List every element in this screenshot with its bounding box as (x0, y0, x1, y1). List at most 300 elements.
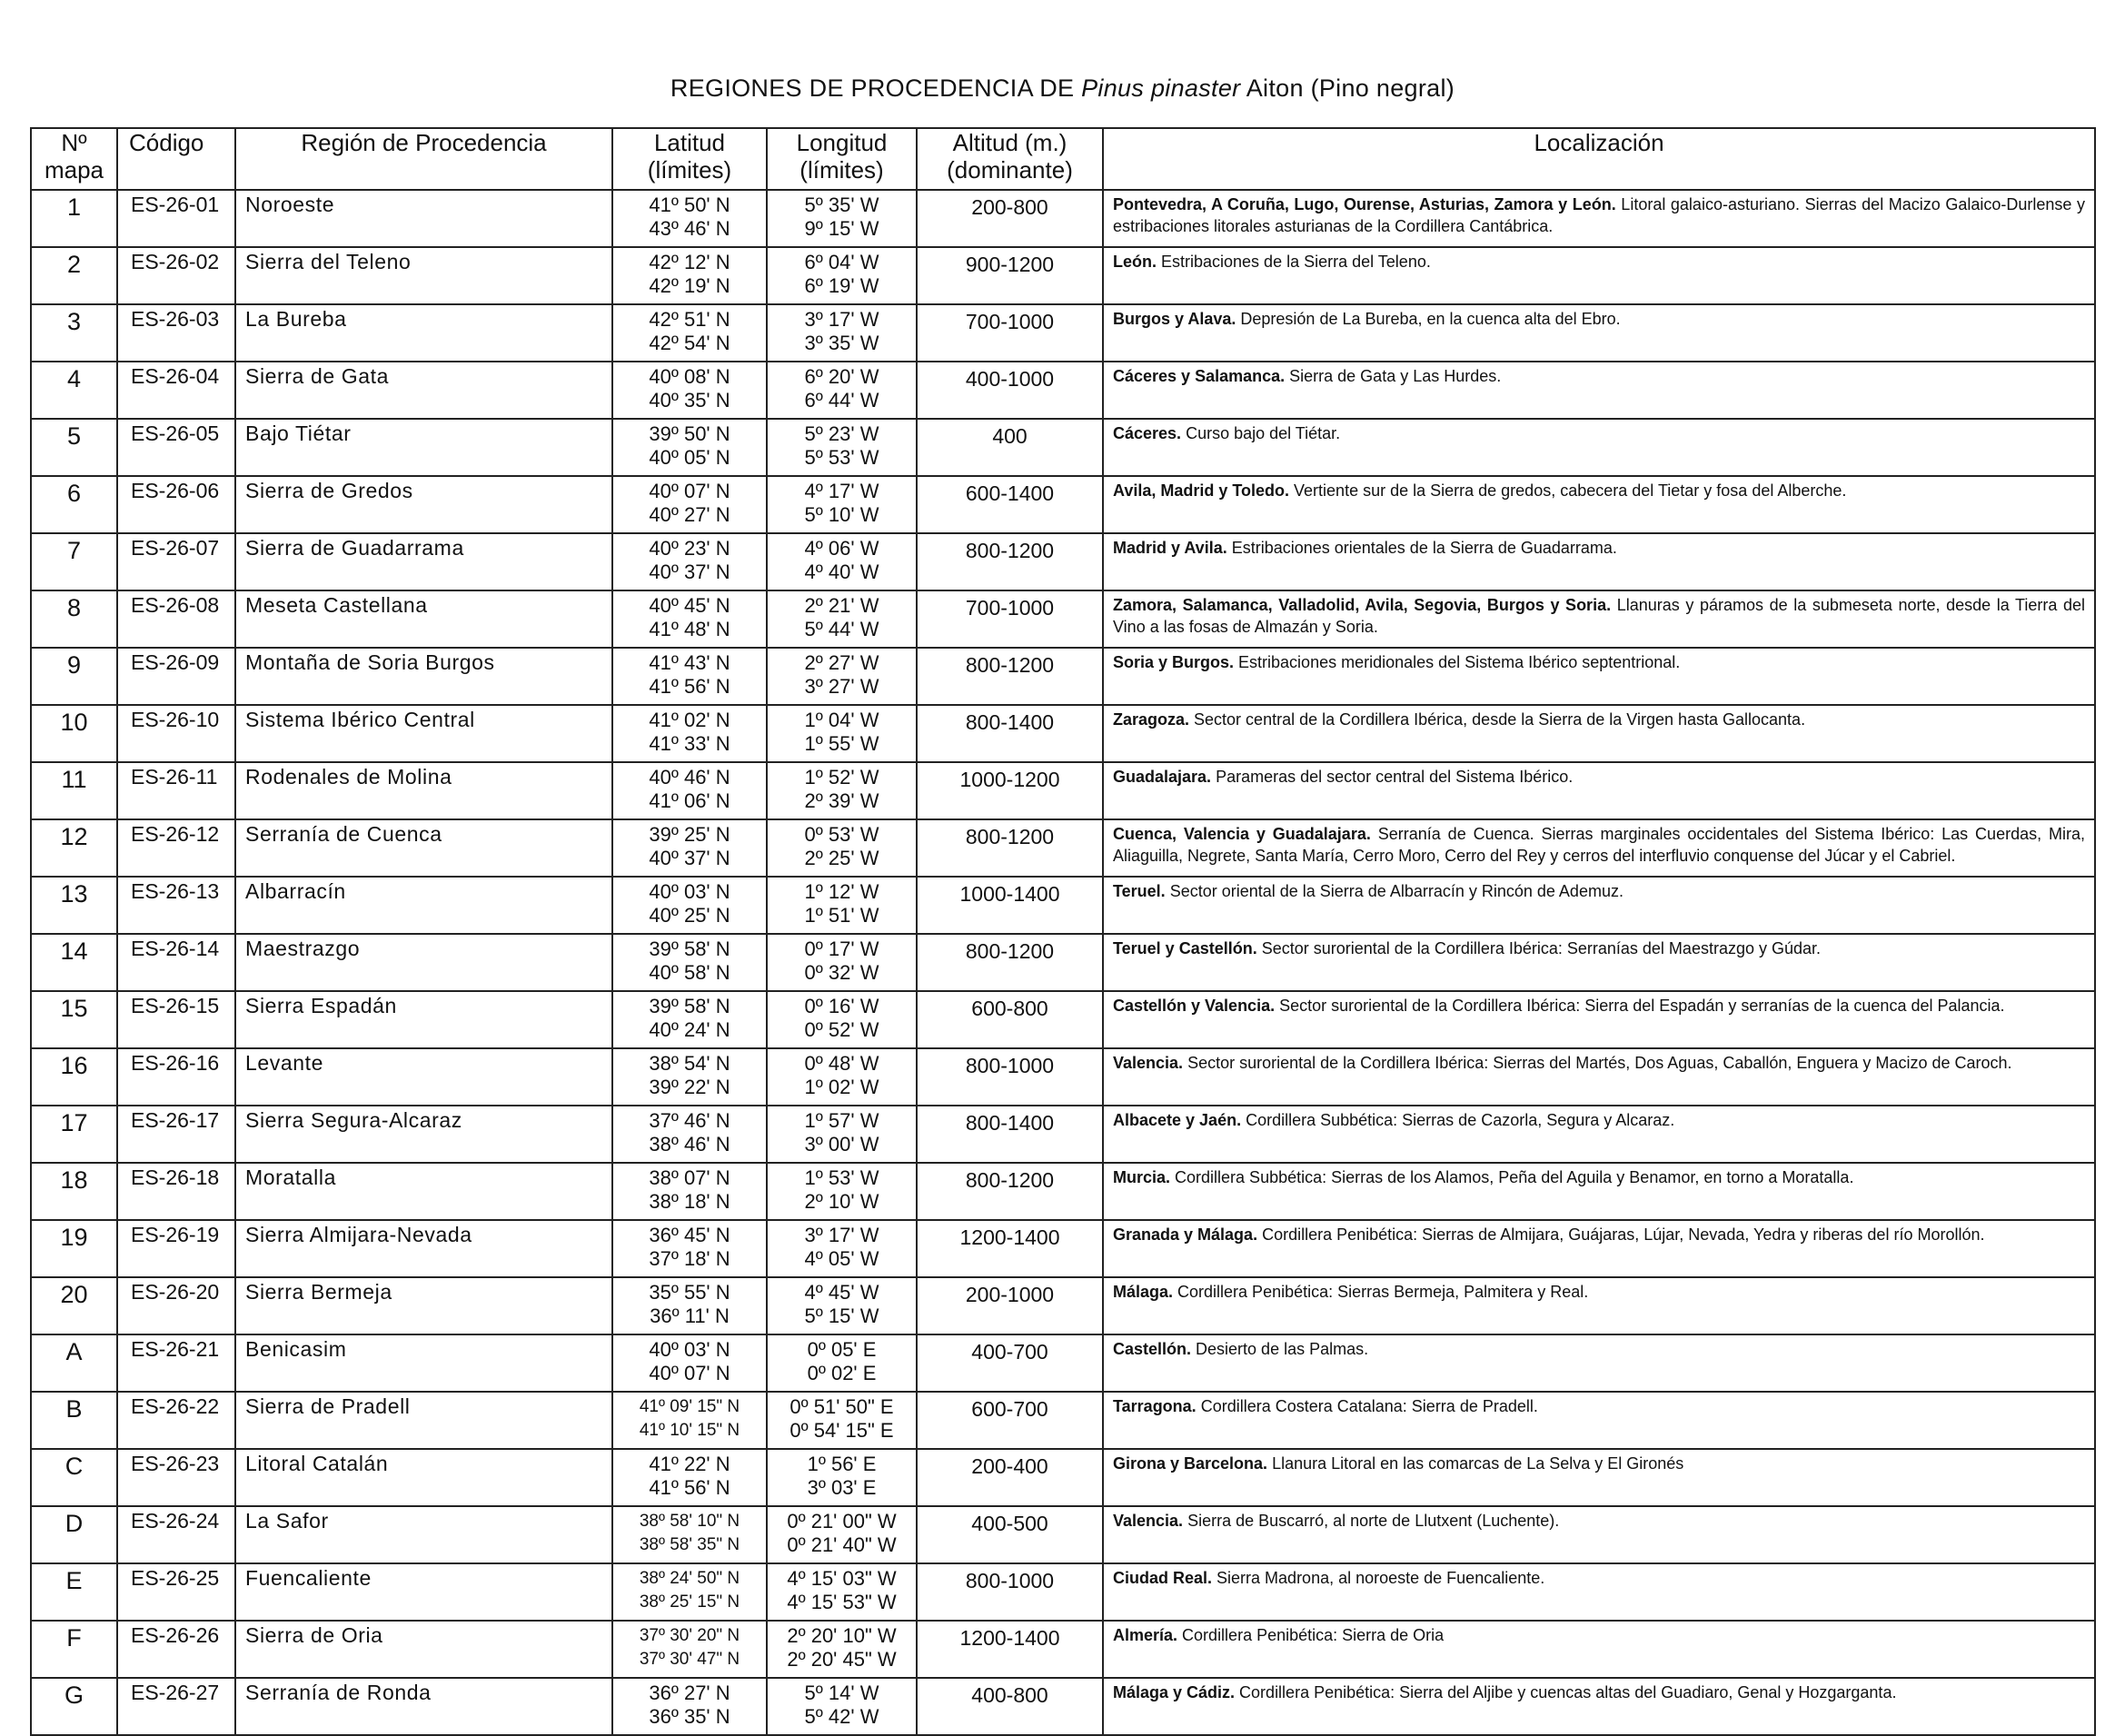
cell-altitude: 400-800 (917, 1678, 1103, 1735)
loc-provinces: Valencia. (1113, 1512, 1184, 1530)
cell-latitude (612, 1506, 767, 1563)
cell-region: Serranía de Ronda (235, 1678, 612, 1735)
lat-max: 41º 56' N (649, 675, 730, 698)
cell-location (1103, 991, 2095, 1048)
loc-provinces: Avila, Madrid y Toledo. (1113, 481, 1290, 500)
lon-min: 6º 04' W (804, 251, 879, 273)
cell-altitude: 600-1400 (917, 476, 1103, 533)
loc-description: Sierra de Buscarró, al norte de Llutxent (Luchente). (1183, 1512, 1560, 1530)
table-row (31, 991, 2095, 1048)
lon-max: 1º 51' W (804, 904, 879, 927)
cell-altitude: 600-700 (917, 1392, 1103, 1449)
header-region: Región de Procedencia (235, 128, 612, 190)
lat-min: 40º 46' N (649, 766, 730, 789)
cell-code: ES-26-17 (117, 1106, 235, 1163)
cell-altitude: 800-1000 (917, 1563, 1103, 1621)
cell-latitude (612, 304, 767, 362)
loc-provinces: Ciudad Real. (1113, 1569, 1213, 1587)
cell-location (1103, 533, 2095, 590)
lat-max: 40º 37' N (649, 847, 730, 869)
cell-num: 14 (31, 934, 117, 991)
loc-provinces: Guadalajara. (1113, 768, 1212, 786)
cell-num: 1 (31, 190, 117, 247)
cell-code: ES-26-22 (117, 1392, 235, 1449)
cell-num: D (31, 1506, 117, 1563)
cell-code: ES-26-12 (117, 819, 235, 877)
cell-code: ES-26-09 (117, 648, 235, 705)
cell-altitude: 800-1000 (917, 1048, 1103, 1106)
cell-longitude (767, 1334, 917, 1392)
cell-altitude: 200-400 (917, 1449, 1103, 1506)
lon-min: 0º 53' W (804, 823, 879, 846)
cell-altitude: 400-1000 (917, 362, 1103, 419)
lon-min: 1º 57' W (804, 1109, 879, 1132)
lat-max: 38º 18' N (649, 1190, 730, 1213)
loc-provinces: Murcia. (1113, 1168, 1171, 1186)
loc-provinces: Soria y Burgos. (1113, 653, 1235, 671)
cell-latitude (612, 1048, 767, 1106)
cell-latitude (612, 705, 767, 762)
cell-code: ES-26-08 (117, 590, 235, 648)
lon-max: 4º 15' 53" W (787, 1591, 897, 1613)
table-row (31, 419, 2095, 476)
lon-max: 0º 52' W (804, 1018, 879, 1041)
cell-code: ES-26-23 (117, 1449, 235, 1506)
cell-region: Sierra de Oria (235, 1621, 612, 1678)
cell-longitude (767, 476, 917, 533)
cell-latitude (612, 1106, 767, 1163)
cell-region: Sierra Espadán (235, 991, 612, 1048)
cell-code: ES-26-15 (117, 991, 235, 1048)
lat-max: 37º 18' N (649, 1247, 730, 1270)
cell-num: 19 (31, 1220, 117, 1277)
cell-latitude (612, 419, 767, 476)
cell-altitude: 800-1400 (917, 1106, 1103, 1163)
lat-max: 40º 37' N (649, 560, 730, 583)
cell-code: ES-26-02 (117, 247, 235, 304)
cell-code: ES-26-03 (117, 304, 235, 362)
header-num: Nº mapa (31, 128, 117, 190)
cell-region: Sierra Segura-Alcaraz (235, 1106, 612, 1163)
cell-location (1103, 1506, 2095, 1563)
cell-latitude (612, 934, 767, 991)
cell-latitude (612, 991, 767, 1048)
cell-longitude (767, 648, 917, 705)
cell-code: ES-26-21 (117, 1334, 235, 1392)
lon-max: 6º 19' W (804, 274, 879, 297)
header-lon: Longitud (límites) (767, 128, 917, 190)
cell-longitude (767, 762, 917, 819)
cell-altitude: 200-1000 (917, 1277, 1103, 1334)
title-prefix: REGIONES DE PROCEDENCIA DE (670, 74, 1082, 102)
loc-description: Parameras del sector central del Sistema Ibérico. (1211, 768, 1574, 786)
cell-latitude (612, 247, 767, 304)
cell-latitude (612, 1220, 767, 1277)
cell-location (1103, 1449, 2095, 1506)
cell-location (1103, 1163, 2095, 1220)
loc-description: Cordillera Penibética: Sierras de Almijara, Guájaras, Lújar, Nevada, Yedra y riberas del río Morollón. (1257, 1225, 1985, 1244)
cell-num: 9 (31, 648, 117, 705)
cell-region: Sierra de Gata (235, 362, 612, 419)
cell-location (1103, 1621, 2095, 1678)
lon-max: 2º 39' W (804, 789, 879, 812)
cell-altitude: 400 (917, 419, 1103, 476)
cell-code: ES-26-13 (117, 877, 235, 934)
loc-provinces: Burgos y Alava. (1113, 310, 1236, 328)
lon-min: 0º 48' W (804, 1052, 879, 1075)
loc-description: Estribaciones de la Sierra del Teleno. (1157, 253, 1431, 271)
loc-provinces: Granada y Málaga. (1113, 1225, 1258, 1244)
lat-min: 40º 07' N (649, 480, 730, 502)
cell-region: Sierra de Gredos (235, 476, 612, 533)
lat-min: 39º 58' N (649, 937, 730, 960)
cell-region: La Bureba (235, 304, 612, 362)
cell-altitude: 800-1200 (917, 648, 1103, 705)
cell-longitude (767, 877, 917, 934)
cell-longitude (767, 533, 917, 590)
lon-min: 0º 51' 50" E (789, 1395, 894, 1418)
lon-max: 0º 32' W (804, 961, 879, 984)
cell-location (1103, 304, 2095, 362)
lon-min: 4º 06' W (804, 537, 879, 560)
lat-max: 40º 05' N (649, 446, 730, 469)
cell-num: 8 (31, 590, 117, 648)
cell-num: 4 (31, 362, 117, 419)
loc-description: Serranía de Cuenca. Sierras marginales occidentales del Sistema Ibérico: Las Cuerdas, Mira, Aliaguilla, Negrete, Santa María, Cerro Moro, Cerro del Rey y cerros del interfluvio conquense del Júcar y el Cabriel. (1113, 825, 2085, 865)
cell-num: 10 (31, 705, 117, 762)
lat-max: 40º 25' N (649, 904, 730, 927)
loc-provinces: Albacete y Jaén. (1113, 1111, 1242, 1129)
lat-min: 37º 30' 20" N (639, 1626, 740, 1645)
lat-max: 38º 25' 15" N (639, 1592, 740, 1612)
lat-max: 41º 33' N (649, 732, 730, 755)
lat-max: 41º 10' 15" N (639, 1421, 740, 1440)
cell-region: Fuencaliente (235, 1563, 612, 1621)
cell-num: 18 (31, 1163, 117, 1220)
lat-min: 40º 08' N (649, 365, 730, 388)
cell-num: 20 (31, 1277, 117, 1334)
cell-latitude (612, 1563, 767, 1621)
table-row (31, 1334, 2095, 1392)
loc-description: Litoral galaico-asturiano. Sierras del Macizo Galaico-Durlense y estribaciones litorales asturianas de la Cordillera Cantábrica. (1113, 195, 2086, 235)
cell-num: 7 (31, 533, 117, 590)
lon-max: 6º 44' W (804, 389, 879, 412)
cell-region: Montaña de Soria Burgos (235, 648, 612, 705)
cell-longitude (767, 1621, 917, 1678)
loc-description: Cordillera Subbética: Sierras de Cazorla, Segura y Alcaraz. (1241, 1111, 1675, 1129)
lon-max: 3º 00' W (804, 1133, 879, 1156)
cell-longitude (767, 1048, 917, 1106)
lat-max: 43º 46' N (649, 217, 730, 240)
cell-region: Litoral Catalán (235, 1449, 612, 1506)
cell-num: C (31, 1449, 117, 1506)
lat-max: 36º 35' N (649, 1705, 730, 1728)
cell-location (1103, 934, 2095, 991)
cell-latitude (612, 1621, 767, 1678)
loc-provinces: Málaga. (1113, 1283, 1174, 1301)
cell-region: La Safor (235, 1506, 612, 1563)
table-row (31, 1277, 2095, 1334)
lat-min: 39º 25' N (649, 823, 730, 846)
lat-min: 40º 03' N (649, 1338, 730, 1361)
regions-table (30, 127, 2096, 1736)
cell-code: ES-26-07 (117, 533, 235, 590)
lon-min: 4º 17' W (804, 480, 879, 502)
lat-min: 36º 45' N (649, 1224, 730, 1246)
loc-description: Sector central de la Cordillera Ibérica, desde la Sierra de la Virgen hasta Gallocanta. (1189, 710, 1806, 729)
lon-max: 4º 40' W (804, 560, 879, 583)
cell-location (1103, 419, 2095, 476)
lat-max: 41º 48' N (649, 618, 730, 640)
lon-min: 5º 23' W (804, 422, 879, 445)
lon-max: 0º 02' E (807, 1362, 877, 1384)
cell-num: A (31, 1334, 117, 1392)
cell-latitude (612, 1277, 767, 1334)
cell-num: 16 (31, 1048, 117, 1106)
cell-region: Sistema Ibérico Central (235, 705, 612, 762)
lon-max: 5º 10' W (804, 503, 879, 526)
cell-location (1103, 1277, 2095, 1334)
cell-altitude: 800-1200 (917, 1163, 1103, 1220)
cell-longitude (767, 1678, 917, 1735)
lon-min: 2º 21' W (804, 594, 879, 617)
cell-location (1103, 877, 2095, 934)
cell-altitude: 800-1200 (917, 934, 1103, 991)
cell-location (1103, 1048, 2095, 1106)
page-title (0, 74, 2125, 103)
loc-description: Estribaciones meridionales del Sistema Ibérico septentrional. (1234, 653, 1681, 671)
lat-min: 38º 58' 10" N (639, 1512, 740, 1531)
cell-location (1103, 590, 2095, 648)
loc-provinces: Castellón. (1113, 1340, 1192, 1358)
cell-longitude (767, 419, 917, 476)
cell-latitude (612, 648, 767, 705)
table-row (31, 1621, 2095, 1678)
cell-longitude (767, 1220, 917, 1277)
lon-max: 5º 53' W (804, 446, 879, 469)
lat-max: 38º 46' N (649, 1133, 730, 1156)
header-loc: Localización (1103, 128, 2095, 190)
lon-min: 2º 20' 10" W (787, 1624, 897, 1647)
lat-max: 36º 11' N (650, 1304, 730, 1327)
cell-region: Serranía de Cuenca (235, 819, 612, 877)
lon-min: 1º 56' E (807, 1453, 877, 1475)
lat-max: 42º 19' N (649, 274, 730, 297)
loc-provinces: Valencia. (1113, 1054, 1184, 1072)
cell-latitude (612, 1163, 767, 1220)
cell-code: ES-26-24 (117, 1506, 235, 1563)
cell-location (1103, 362, 2095, 419)
table-row (31, 1506, 2095, 1563)
cell-longitude (767, 362, 917, 419)
cell-latitude (612, 362, 767, 419)
loc-description: Cordillera Penibética: Sierra del Aljibe y cuencas altas del Guadiaro, Genal y Hozgarganta. (1235, 1683, 1897, 1701)
loc-provinces: Teruel y Castellón. (1113, 939, 1257, 957)
loc-description: Vertiente sur de la Sierra de gredos, cabecera del Tietar y fosa del Alberche. (1289, 481, 1847, 500)
cell-region: Sierra de Pradell (235, 1392, 612, 1449)
lat-max: 37º 30' 47" N (639, 1650, 740, 1669)
cell-location (1103, 1106, 2095, 1163)
cell-altitude: 800-1400 (917, 705, 1103, 762)
lon-min: 3º 17' W (804, 1224, 879, 1246)
lon-max: 5º 44' W (804, 618, 879, 640)
cell-longitude (767, 1277, 917, 1334)
cell-longitude (767, 247, 917, 304)
cell-longitude (767, 1392, 917, 1449)
lon-min: 6º 20' W (804, 365, 879, 388)
lon-max: 9º 15' W (804, 217, 879, 240)
lat-min: 37º 46' N (649, 1109, 730, 1132)
cell-num: 13 (31, 877, 117, 934)
lat-min: 41º 22' N (649, 1453, 730, 1475)
cell-num: 6 (31, 476, 117, 533)
cell-location (1103, 1678, 2095, 1735)
cell-altitude: 1200-1400 (917, 1621, 1103, 1678)
loc-description: Sector suroriental de la Cordillera Ibérica: Sierra del Espadán y serranías de la cuenca del Palancia. (1275, 997, 2005, 1015)
cell-location (1103, 1220, 2095, 1277)
cell-latitude (612, 533, 767, 590)
loc-provinces: Zaragoza. (1113, 710, 1190, 729)
cell-location (1103, 1563, 2095, 1621)
cell-latitude (612, 1449, 767, 1506)
cell-region: Sierra del Teleno (235, 247, 612, 304)
table-body (31, 190, 2095, 1735)
cell-code: ES-26-04 (117, 362, 235, 419)
table-row (31, 304, 2095, 362)
lat-max: 42º 54' N (649, 332, 730, 354)
lat-min: 41º 43' N (649, 651, 730, 674)
cell-longitude (767, 190, 917, 247)
table-row (31, 247, 2095, 304)
lon-max: 3º 35' W (804, 332, 879, 354)
cell-latitude (612, 762, 767, 819)
lon-min: 0º 21' 00" W (787, 1510, 897, 1533)
table-row (31, 1163, 2095, 1220)
cell-location (1103, 648, 2095, 705)
lon-min: 0º 05' E (807, 1338, 877, 1361)
lat-min: 40º 45' N (649, 594, 730, 617)
cell-num: F (31, 1621, 117, 1678)
cell-longitude (767, 819, 917, 877)
loc-provinces: León. (1113, 253, 1157, 271)
cell-location (1103, 476, 2095, 533)
lat-min: 41º 09' 15" N (639, 1397, 740, 1416)
cell-altitude: 600-800 (917, 991, 1103, 1048)
cell-num: 15 (31, 991, 117, 1048)
lat-min: 41º 02' N (649, 709, 730, 731)
loc-provinces: Zamora, Salamanca, Valladolid, Avila, Segovia, Burgos y Soria. (1113, 596, 1612, 614)
table-row (31, 362, 2095, 419)
loc-description: Desierto de las Palmas. (1191, 1340, 1369, 1358)
table-row (31, 476, 2095, 533)
loc-description: Depresión de La Bureba, en la cuenca alta del Ebro. (1236, 310, 1621, 328)
lon-min: 1º 53' W (804, 1166, 879, 1189)
lat-max: 40º 58' N (649, 961, 730, 984)
loc-description: Sierra Madrona, al noroeste de Fuencaliente. (1212, 1569, 1545, 1587)
table-row (31, 1449, 2095, 1506)
table-row (31, 762, 2095, 819)
loc-provinces: Málaga y Cádiz. (1113, 1683, 1236, 1701)
cell-latitude (612, 1678, 767, 1735)
lon-max: 2º 20' 45" W (787, 1648, 897, 1671)
cell-code: ES-26-16 (117, 1048, 235, 1106)
cell-altitude: 900-1200 (917, 247, 1103, 304)
cell-code: ES-26-05 (117, 419, 235, 476)
cell-num: 3 (31, 304, 117, 362)
table-row (31, 1048, 2095, 1106)
cell-num: B (31, 1392, 117, 1449)
cell-code: ES-26-01 (117, 190, 235, 247)
title-species: Pinus pinaster (1081, 74, 1241, 102)
table-row (31, 1220, 2095, 1277)
lat-min: 38º 54' N (649, 1052, 730, 1075)
loc-description: Sector suroriental de la Cordillera Ibérica: Serranías del Maestrazgo y Gúdar. (1256, 939, 1822, 957)
cell-region: Sierra de Guadarrama (235, 533, 612, 590)
lat-min: 36º 27' N (649, 1681, 730, 1704)
cell-latitude (612, 590, 767, 648)
cell-altitude: 800-1200 (917, 819, 1103, 877)
cell-latitude (612, 190, 767, 247)
header-alt: Altitud (m.) (dominante) (917, 128, 1103, 190)
cell-region: Levante (235, 1048, 612, 1106)
loc-description: Sector oriental de la Sierra de Albarracín y Rincón de Ademuz. (1165, 882, 1624, 900)
lat-min: 41º 50' N (649, 193, 730, 216)
lon-min: 4º 15' 03" W (787, 1567, 897, 1590)
cell-region: Moratalla (235, 1163, 612, 1220)
loc-provinces: Tarragona. (1113, 1397, 1197, 1415)
lon-max: 5º 42' W (804, 1705, 879, 1728)
cell-code: ES-26-25 (117, 1563, 235, 1621)
cell-longitude (767, 1449, 917, 1506)
loc-provinces: Girona y Barcelona. (1113, 1454, 1268, 1473)
loc-description: Estribaciones orientales de la Sierra de Guadarrama. (1226, 539, 1617, 557)
cell-region: Albarracín (235, 877, 612, 934)
cell-code: ES-26-27 (117, 1678, 235, 1735)
lon-max: 0º 21' 40" W (787, 1533, 897, 1556)
lon-max: 5º 15' W (804, 1304, 879, 1327)
cell-latitude (612, 1392, 767, 1449)
lon-min: 1º 52' W (804, 766, 879, 789)
lon-max: 0º 54' 15" E (789, 1419, 894, 1442)
cell-num: 17 (31, 1106, 117, 1163)
lon-max: 3º 03' E (807, 1476, 877, 1499)
lat-max: 41º 06' N (649, 789, 730, 812)
cell-region: Sierra Bermeja (235, 1277, 612, 1334)
cell-region: Meseta Castellana (235, 590, 612, 648)
loc-description: Cordillera Penibética: Sierras Bermeja, Palmitera y Real. (1173, 1283, 1589, 1301)
cell-num: 12 (31, 819, 117, 877)
lon-min: 4º 45' W (804, 1281, 879, 1304)
cell-longitude (767, 1106, 917, 1163)
loc-provinces: Teruel. (1113, 882, 1166, 900)
lat-min: 39º 58' N (649, 995, 730, 1017)
cell-altitude: 1000-1200 (917, 762, 1103, 819)
cell-code: ES-26-19 (117, 1220, 235, 1277)
cell-code: ES-26-20 (117, 1277, 235, 1334)
cell-region: Maestrazgo (235, 934, 612, 991)
cell-num: 2 (31, 247, 117, 304)
cell-longitude (767, 304, 917, 362)
cell-altitude: 200-800 (917, 190, 1103, 247)
lat-max: 41º 56' N (649, 1476, 730, 1499)
lon-min: 2º 27' W (804, 651, 879, 674)
cell-code: ES-26-18 (117, 1163, 235, 1220)
lat-max: 40º 07' N (649, 1362, 730, 1384)
header-row (31, 128, 2095, 190)
table-row (31, 1678, 2095, 1735)
table-row (31, 1106, 2095, 1163)
lat-min: 40º 03' N (649, 880, 730, 903)
